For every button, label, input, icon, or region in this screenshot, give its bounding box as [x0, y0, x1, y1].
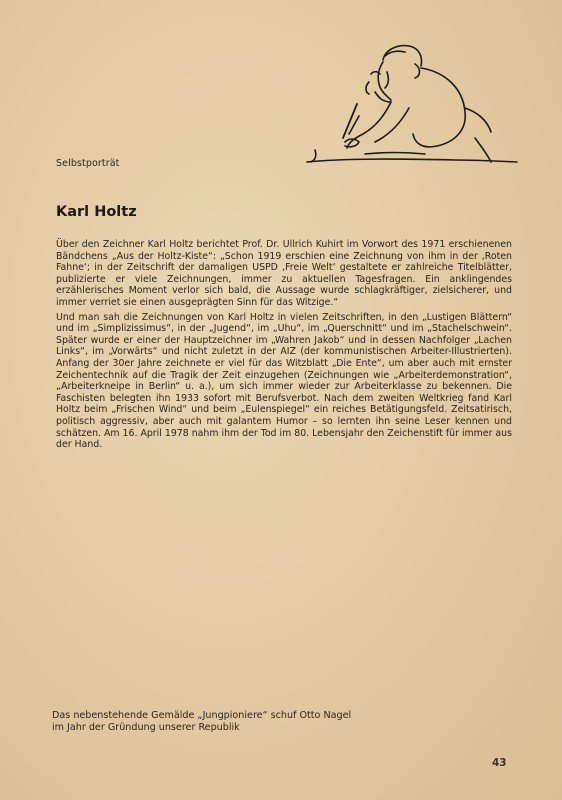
portrait-caption: Selbstporträt	[56, 158, 120, 169]
painting-caption	[52, 710, 472, 734]
painting-caption-line: Das nebenstehende Gemälde „Jungpioniere“ schuf Otto Nagel	[52, 710, 352, 721]
page-title: Karl Holtz	[56, 204, 137, 220]
self-portrait-drawing-icon	[305, 38, 520, 168]
article-paragraph: Über den Zeichner Karl Holtz berichtet Prof. Dr. Ullrich Kuhirt im Vorwort des 1971 erschienenen Bändchens „Aus der Holtz-Kiste“: „Schon 1919 erschien eine Zeichnung von ihm in der ‚Roten Fahne‘; in der Zeitschrift der damaligen USPD ‚Freie Welt‘ gestaltete er zahlreiche Titelblätter, publizierte er viele Zeichnungen, immer zu aktuellen Tagesfragen. Ein anklingendes erzählerisches Moment verlor sich bald, die Aussage wurde schlagkräftiger, zielsicherer, und immer verriet sie einen ausgeprägten Sinn für das Witzige.“	[56, 239, 512, 308]
page-number: 43	[492, 757, 507, 769]
article-body	[56, 239, 512, 454]
painting-caption-line: im Jahr der Gründung unserer Republik	[52, 722, 240, 733]
article-paragraph: Und man sah die Zeichnungen von Karl Holtz in vielen Zeitschriften, in den „Lustigen Blättern“ und im „Simplizissimus“, in der „Jugend“, im „Uhu“, im „Querschnitt“ und im „Stachelschwein“. Später wurde er einer der Hauptzeichner im „Wahren Jakob“ und in dessen Nachfolger „Lachen Links“, im „Vorwärts“ und nicht zuletzt in der AIZ (der kommunistischen Arbeiter-Illustrierten). Anfang der 30er Jahre zeichnete er viel für das Witzblatt „Die Ente“, um aber auch mit ernster Zeichentechnik auf die Tragik der Zeit einzugehen (Zeichnungen wie „Arbeiterdemonstration“, „Arbeiterkneipe in Berlin“ u. a.), um sich immer wieder zur Arbeiterklasse zu bekennen. Die Faschisten belegten ihn 1933 sofort mit Berufsverbot. Nach dem zweiten Weltkrieg fand Karl Holtz beim „Frischen Wind“ und beim „Eulenspiegel“ ein reiches Betätigungsfeld. Zeitsatirisch, politisch aggressiv, aber auch mit galantem Humor – so lernten ihn seine Leser kennen und schätzen. Am 16. April 1978 nahm ihm der Tod im 80. Lebensjahr den Zeichenstift für immer aus der Hand.	[56, 311, 512, 451]
